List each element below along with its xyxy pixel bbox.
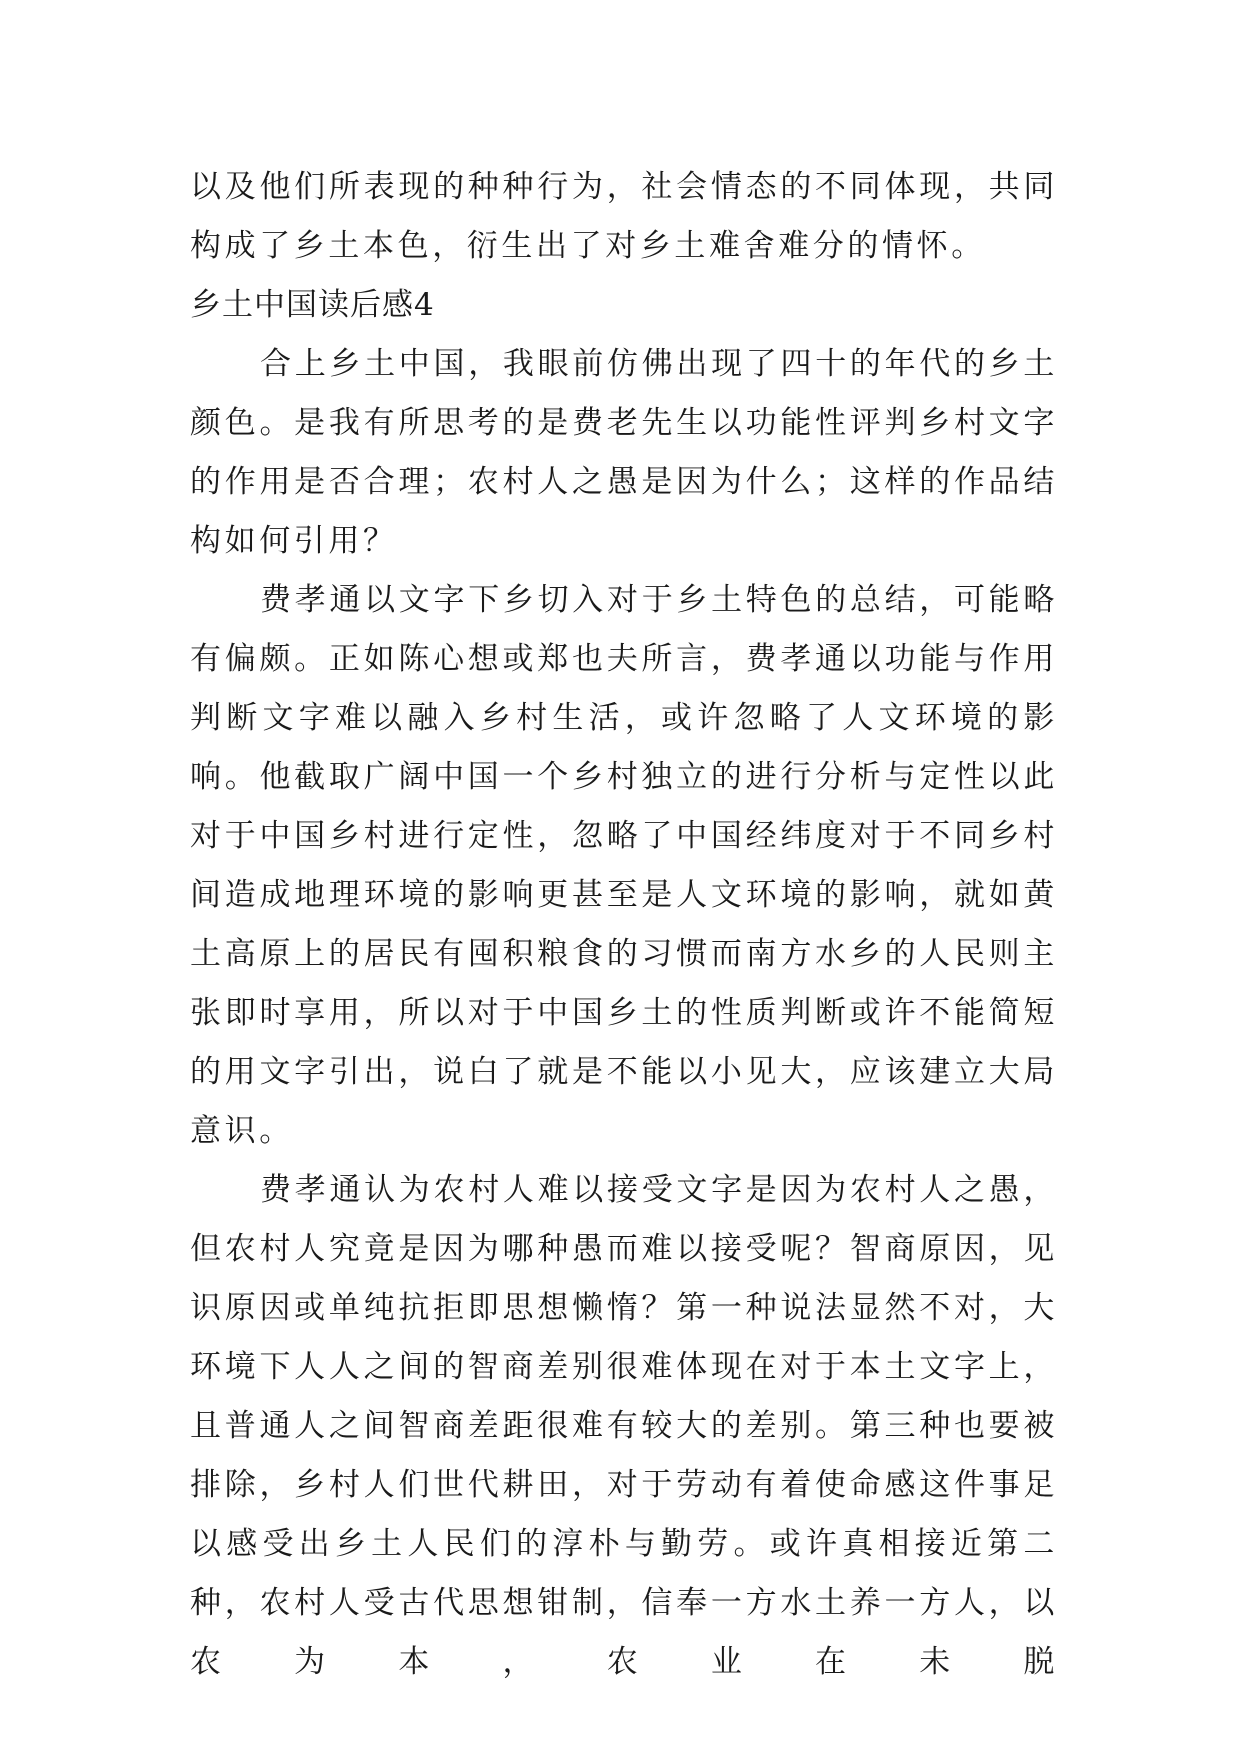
paragraph: 费孝通以文字下乡切入对于乡土特色的总结，可能略有偏颇。正如陈心想或郑也夫所言，费孝通以功能与作用判断文字难以融入乡村生活，或许忽略了人文环境的影响。他截取广阔中国一个乡村独立的进行分析与定性以此对于中国乡村进行定性，忽略了中国经纬度对于不同乡村间造成地理环境的影响更甚至是人文环境的影响，就如黄土高原上的居民有囤积粮食的习惯而南方水乡的人民则主张即时享用，所以对于中国乡土的性质判断或许不能简短的用文字引出，说白了就是不能以小见大，应该建立大局意识。 bbox=[190, 582, 1058, 1149]
paragraph: 合上乡土中国，我眼前仿佛出现了四十的年代的乡土颜色。是我有所思考的是费老先生以功能性评判乡村文字的作用是否合理；农村人之愚是因为什么；这样的作品结构如何引用？ bbox=[190, 346, 1058, 559]
paragraph-continuation: 以及他们所表现的种种行为，社会情态的不同体现，共同构成了乡土本色，衍生出了对乡土难舍难分的情怀。 bbox=[190, 169, 1058, 264]
document-body bbox=[190, 158, 1058, 1692]
section-heading: 乡土中国读后感4 bbox=[190, 287, 435, 323]
paragraph: 费孝通认为农村人难以接受文字是因为农村人之愚，但农村人究竟是因为哪种愚而难以接受呢？智商原因，见识原因或单纯抗拒即思想懒惰？第一种说法显然不对，大环境下人人之间的智商差别很难体现在对于本土文字上，且普通人之间智商差距很难有较大的差别。第三种也要被排除，乡村人们世代耕田，对于劳动有着使命感这件事足以感受出乡土人民们的淳朴与勤劳。或许真相接近第二种，农村人受古代思想钳制，信奉一方水土养一方人，以农为本，农业在未脱 bbox=[190, 1172, 1058, 1680]
